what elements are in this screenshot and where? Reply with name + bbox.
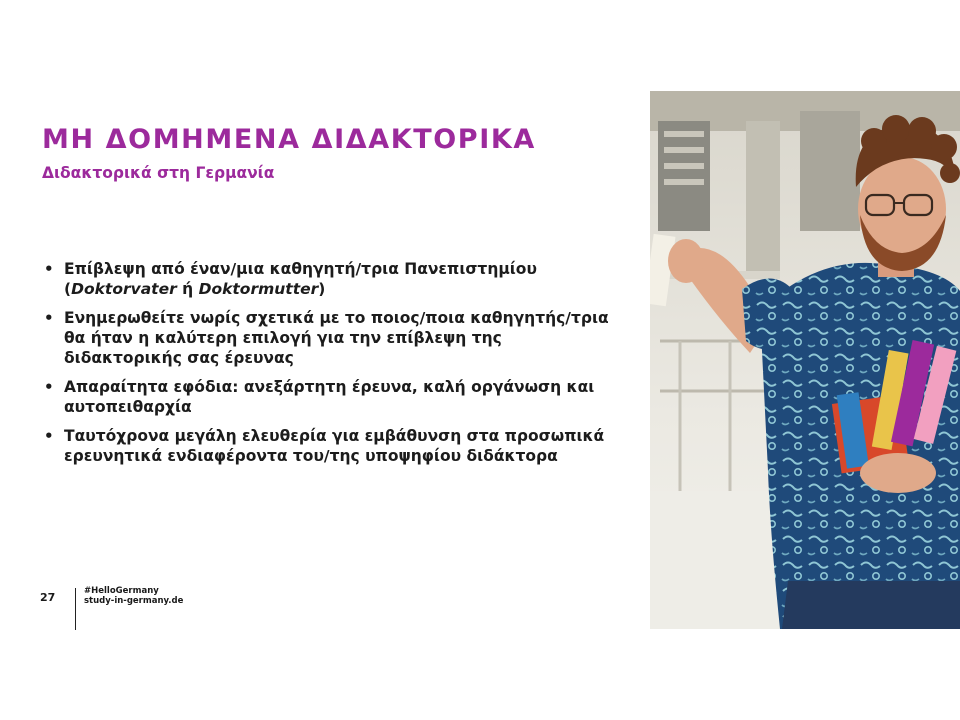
bullet-emphasis-doktormutter: Doktormutter	[198, 280, 319, 298]
bullet-item: • Απαραίτητα εφόδια: ανεξάρτητη έρευνα, καλή οργάνωση και αυτοπειθαρχία	[44, 377, 624, 417]
slide-title: ΜΗ ΔΟΜΗΜΕΝΑ ΔΙΔΑΚΤΟΡΙΚΑ	[42, 124, 536, 155]
bullet-text: )	[318, 280, 326, 298]
bullet-emphasis-doktorvater: Doktorvater	[71, 280, 177, 298]
slide-subtitle: Διδακτορικά στη Γερμανία	[42, 164, 275, 182]
footer-hashtag: #HelloGermany	[84, 586, 159, 596]
footer-website: study-in-germany.de	[84, 596, 184, 606]
bullet-item: • Ενημερωθείτε νωρίς σχετικά με το ποιος/ποια καθηγητής/τρια θα ήταν η καλύτερη επιλογή για την επίβλεψη της διδακτορικής σας έρευνας	[44, 308, 624, 368]
student-photo	[650, 91, 960, 629]
bullet-item	[44, 259, 624, 299]
page-number: 27	[40, 591, 56, 604]
footer-links	[84, 586, 183, 606]
footer-divider	[75, 588, 76, 630]
bullet-text: ή	[176, 280, 199, 298]
bullet-list	[44, 259, 624, 475]
bullet-text: Επίβλεψη από έναν/μια καθηγητή/τρια Πανεπιστημίου (	[64, 260, 537, 298]
bullet-item: • Ταυτόχρονα μεγάλη ελευθερία για εμβάθυνση στα προσωπικά ερευνητικά ενδιαφέροντα του/της υποψηφίου διδάκτορα	[44, 426, 624, 466]
